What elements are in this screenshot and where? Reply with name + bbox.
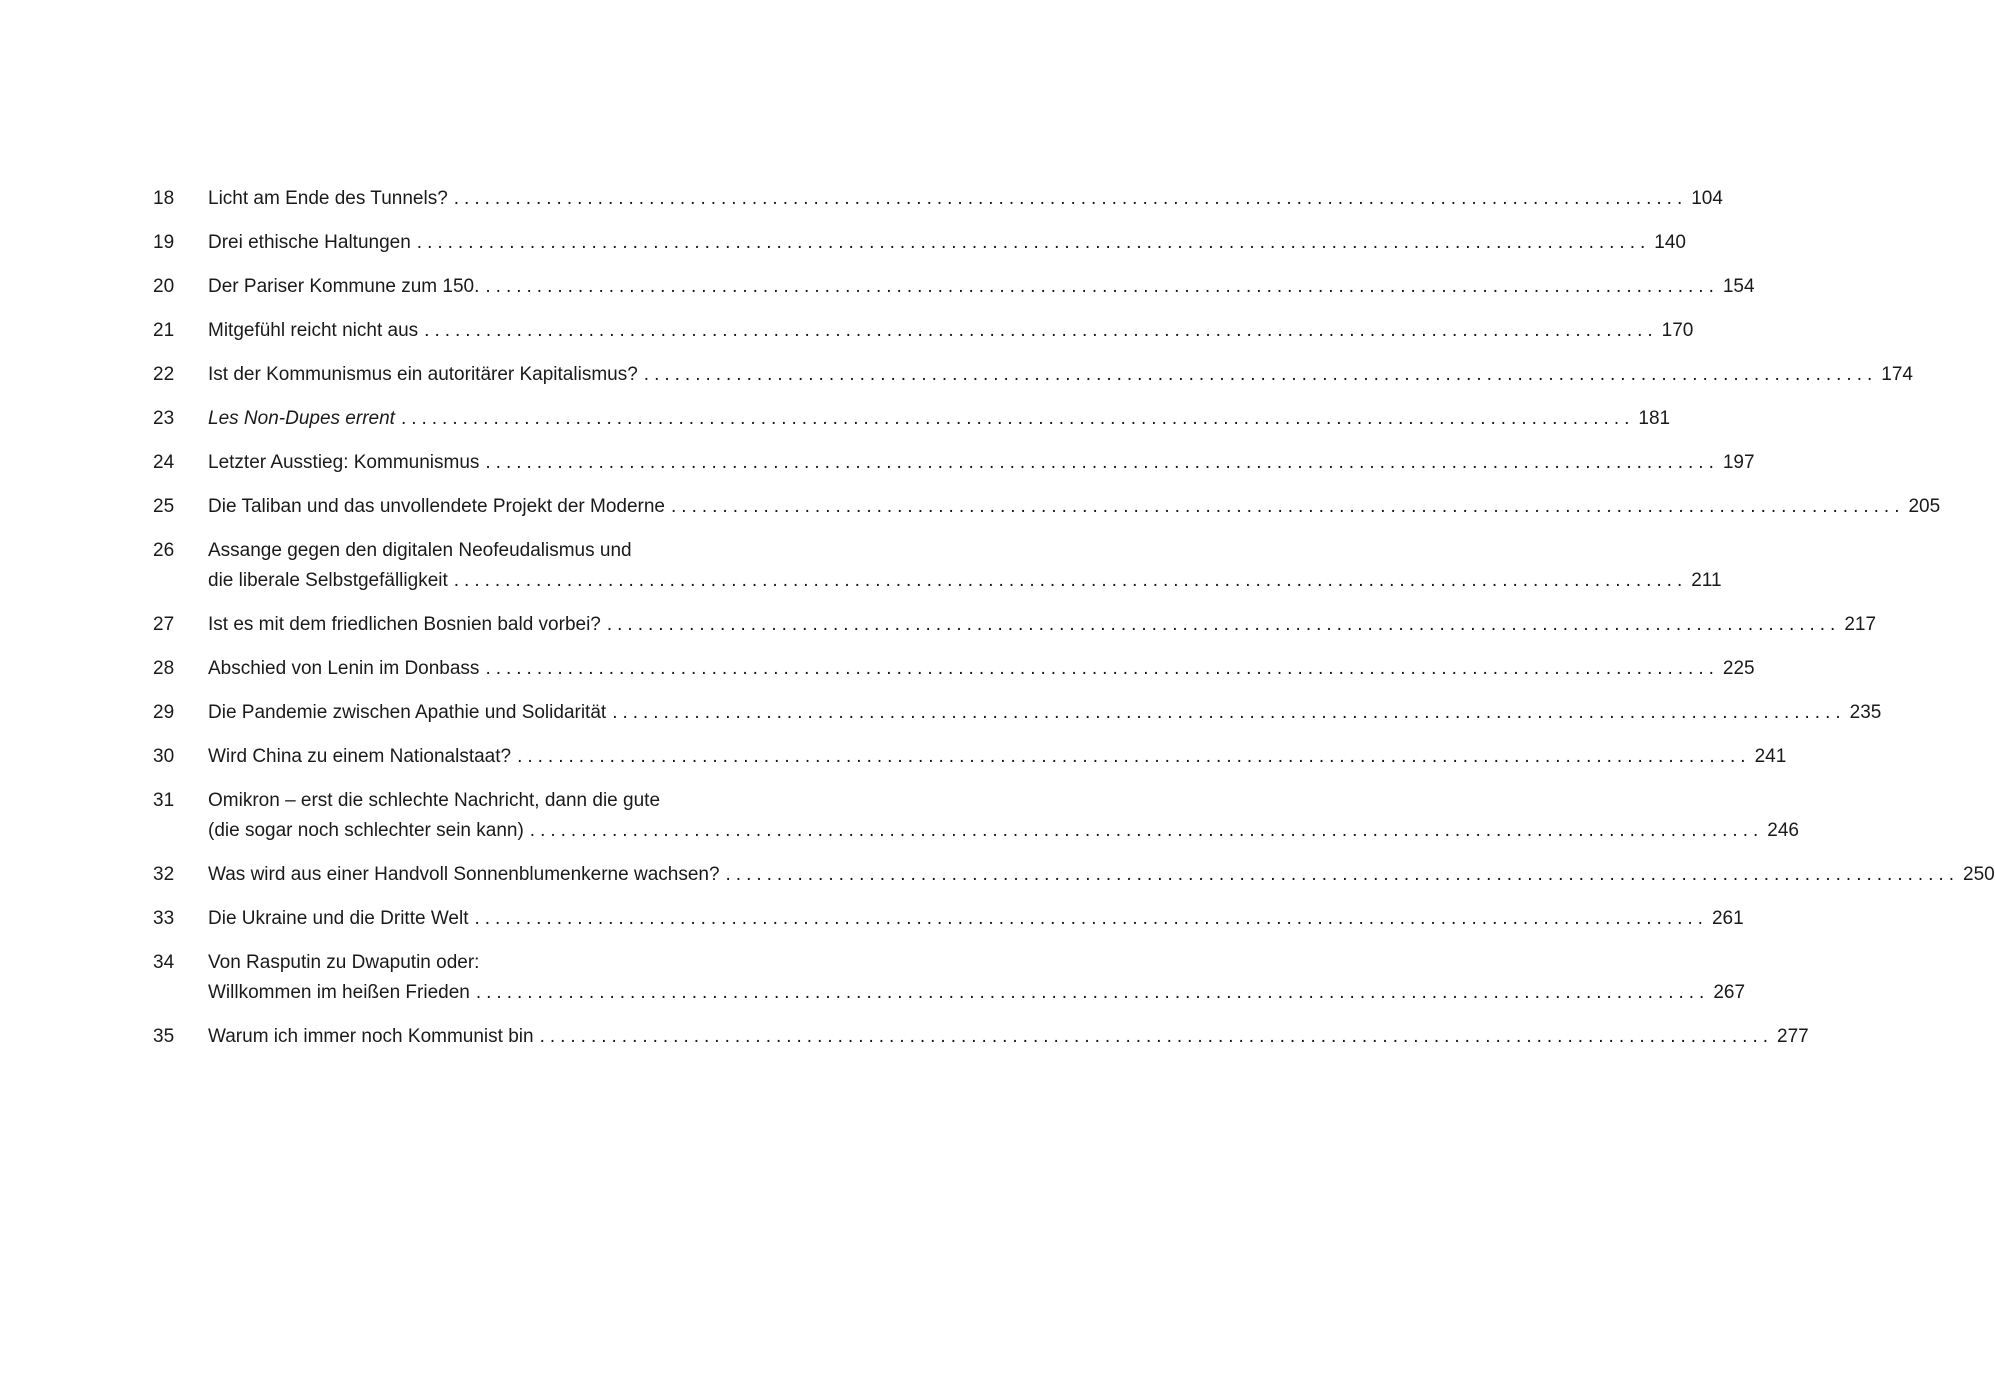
- dot-leader: ........................................................................................................................: [416, 232, 1651, 253]
- chapter-number: 27: [153, 614, 175, 635]
- toc-entry[interactable]: [153, 360, 1913, 390]
- chapter-number: 34: [153, 952, 175, 973]
- page-number: 235: [1849, 702, 1882, 723]
- toc-entry[interactable]: [153, 492, 1941, 522]
- chapter-title-line: Von Rasputin zu Dwaputin oder:: [208, 952, 480, 973]
- page-number: 277: [1777, 1026, 1809, 1047]
- toc-entry[interactable]: [153, 742, 1787, 772]
- chapter-number: 26: [153, 540, 175, 561]
- chapter-title: Die Taliban und das unvollendete Projekt der Moderne: [208, 496, 666, 517]
- chapter-text: [208, 360, 1913, 390]
- chapter-title-row: [208, 404, 1671, 434]
- chapter-text: [208, 786, 1799, 846]
- chapter-number: 32: [153, 864, 175, 885]
- chapter-text: [208, 536, 1722, 596]
- dot-leader: ........................................................................................................................: [529, 820, 1764, 841]
- chapter-title: Die Pandemie zwischen Apathie und Solidarität: [208, 702, 607, 723]
- chapter-title-row: [208, 316, 1694, 346]
- chapter-title-row: [208, 448, 1755, 478]
- chapter-title: (die sogar noch schlechter sein kann): [208, 820, 524, 841]
- chapter-text: [208, 742, 1787, 772]
- dot-leader: ........................................................................................................................: [453, 570, 1688, 591]
- dot-leader: ........................................................................................................................: [612, 702, 1846, 723]
- page-number: 174: [1881, 364, 1913, 385]
- page-number: 154: [1722, 276, 1755, 297]
- chapter-text: [208, 610, 1877, 640]
- chapter-number: 31: [153, 790, 175, 811]
- dot-leader: ........................................................................................................................: [485, 658, 1719, 679]
- chapter-title: die liberale Selbstgefälligkeit: [208, 570, 448, 591]
- chapter-title-row: [208, 742, 1787, 772]
- chapter-number: 22: [153, 364, 175, 385]
- chapter-number: 30: [153, 746, 175, 767]
- chapter-number: 25: [153, 496, 175, 517]
- dot-leader: ........................................................................................................................: [643, 364, 1878, 385]
- toc-entry[interactable]: [153, 654, 1755, 684]
- toc-entry[interactable]: [153, 228, 1686, 258]
- chapter-number: 28: [153, 658, 175, 679]
- page-number: 246: [1767, 820, 1799, 841]
- toc-entry[interactable]: [153, 404, 1671, 434]
- dot-leader: ........................................................................................................................: [400, 408, 1635, 429]
- chapter-title: Les Non-Dupes errent: [208, 408, 395, 429]
- chapter-text: [208, 904, 1744, 934]
- chapter-title-line: Assange gegen den digitalen Neofeudalismus und: [208, 540, 632, 561]
- chapter-title: Was wird aus einer Handvoll Sonnenblumenkerne wachsen?: [208, 864, 720, 885]
- chapter-text: [208, 272, 1755, 302]
- dot-leader: ........................................................................................................................: [517, 746, 1751, 767]
- chapter-text: [208, 228, 1686, 258]
- chapter-title: Ist es mit dem friedlichen Bosnien bald vorbei?: [208, 614, 601, 635]
- chapter-text: [208, 184, 1723, 214]
- chapter-title-row: [208, 566, 1722, 596]
- chapter-title: Licht am Ende des Tunnels?: [208, 188, 448, 209]
- page-number: 261: [1711, 908, 1744, 929]
- chapter-text: [208, 448, 1755, 478]
- dot-leader: ........................................................................................................................: [475, 982, 1710, 1003]
- chapter-title-row: [208, 610, 1877, 640]
- toc-entry[interactable]: [153, 786, 1799, 846]
- page-number: 217: [1844, 614, 1877, 635]
- chapter-title-line: Omikron – erst die schlechte Nachricht, dann die gute: [208, 790, 661, 811]
- dot-leader: ........................................................................................................................: [453, 188, 1688, 209]
- page-number: 241: [1754, 746, 1787, 767]
- dot-leader: ........................................................................................................................: [671, 496, 1905, 517]
- chapter-text: [208, 948, 1746, 1008]
- chapter-title-row: [208, 654, 1755, 684]
- toc-entry[interactable]: [153, 272, 1755, 302]
- chapter-title: Warum ich immer noch Kommunist bin: [208, 1026, 534, 1047]
- chapter-title: Wird China zu einem Nationalstaat?: [208, 746, 512, 767]
- toc-entry[interactable]: [153, 948, 1746, 1008]
- chapter-title-row: [208, 228, 1686, 258]
- chapter-title: Abschied von Lenin im Donbass: [208, 658, 480, 679]
- toc-entry[interactable]: [153, 904, 1744, 934]
- chapter-number: 24: [153, 452, 175, 473]
- page-number: 140: [1654, 232, 1686, 253]
- chapter-text: [208, 698, 1882, 728]
- page-number: 267: [1713, 982, 1746, 1003]
- chapter-text: [208, 860, 1995, 890]
- chapter-title-row: [208, 360, 1913, 390]
- chapter-title-row: [208, 698, 1882, 728]
- chapter-text: [208, 492, 1941, 522]
- dot-leader: ........................................................................................................................: [474, 908, 1708, 929]
- dot-leader: ........................................................................................................................: [539, 1026, 1774, 1047]
- chapter-text: [208, 316, 1694, 346]
- dot-leader: ........................................................................................................................: [485, 276, 1719, 297]
- toc-entry[interactable]: [153, 860, 1995, 890]
- dot-leader: ........................................................................................................................: [485, 452, 1719, 473]
- chapter-title: Mitgefühl reicht nicht aus: [208, 320, 419, 341]
- chapter-title-row: [208, 1022, 1809, 1052]
- page-number: 205: [1908, 496, 1941, 517]
- chapter-title-row: [208, 272, 1755, 302]
- dot-leader: ........................................................................................................................: [725, 864, 1959, 885]
- chapter-number: 21: [153, 320, 175, 341]
- page-number: 250: [1963, 864, 1995, 885]
- chapter-text: [208, 404, 1671, 434]
- toc-entry[interactable]: [153, 536, 1722, 596]
- chapter-number: 23: [153, 408, 175, 429]
- page-number: 197: [1722, 452, 1755, 473]
- page-number: 104: [1691, 188, 1723, 209]
- chapter-title: Der Pariser Kommune zum 150.: [208, 276, 480, 297]
- toc-entry[interactable]: [153, 1022, 1809, 1052]
- dot-leader: ........................................................................................................................: [424, 320, 1658, 341]
- chapter-number: 29: [153, 702, 175, 723]
- chapter-title-row: [208, 816, 1799, 846]
- chapter-title: Drei ethische Haltungen: [208, 232, 411, 253]
- toc-entry[interactable]: [153, 610, 1877, 640]
- toc-entry[interactable]: [153, 698, 1882, 728]
- chapter-number: 35: [153, 1026, 175, 1047]
- chapter-title-row: [208, 492, 1941, 522]
- chapter-title: Willkommen im heißen Frieden: [208, 982, 470, 1003]
- toc-entry[interactable]: [153, 184, 1723, 214]
- chapter-title-row: [208, 904, 1744, 934]
- dot-leader: ........................................................................................................................: [606, 614, 1841, 635]
- page-number: 225: [1722, 658, 1755, 679]
- chapter-number: 19: [153, 232, 175, 253]
- chapter-title-row: [208, 860, 1995, 890]
- chapter-title: Ist der Kommunismus ein autoritärer Kapitalismus?: [208, 364, 638, 385]
- chapter-text: [208, 654, 1755, 684]
- table-of-contents: [153, 184, 1995, 1066]
- chapter-title-row: [208, 184, 1723, 214]
- chapter-title-row: [208, 978, 1746, 1008]
- page-number: 181: [1638, 408, 1671, 429]
- toc-entry[interactable]: [153, 448, 1755, 478]
- toc-entry[interactable]: [153, 316, 1694, 346]
- chapter-title: Die Ukraine und die Dritte Welt: [208, 908, 469, 929]
- chapter-number: 20: [153, 276, 175, 297]
- chapter-title: Letzter Ausstieg: Kommunismus: [208, 452, 480, 473]
- chapter-number: 18: [153, 188, 175, 209]
- chapter-text: [208, 1022, 1809, 1052]
- chapter-number: 33: [153, 908, 175, 929]
- page-number: 211: [1691, 570, 1722, 591]
- page-number: 170: [1661, 320, 1694, 341]
